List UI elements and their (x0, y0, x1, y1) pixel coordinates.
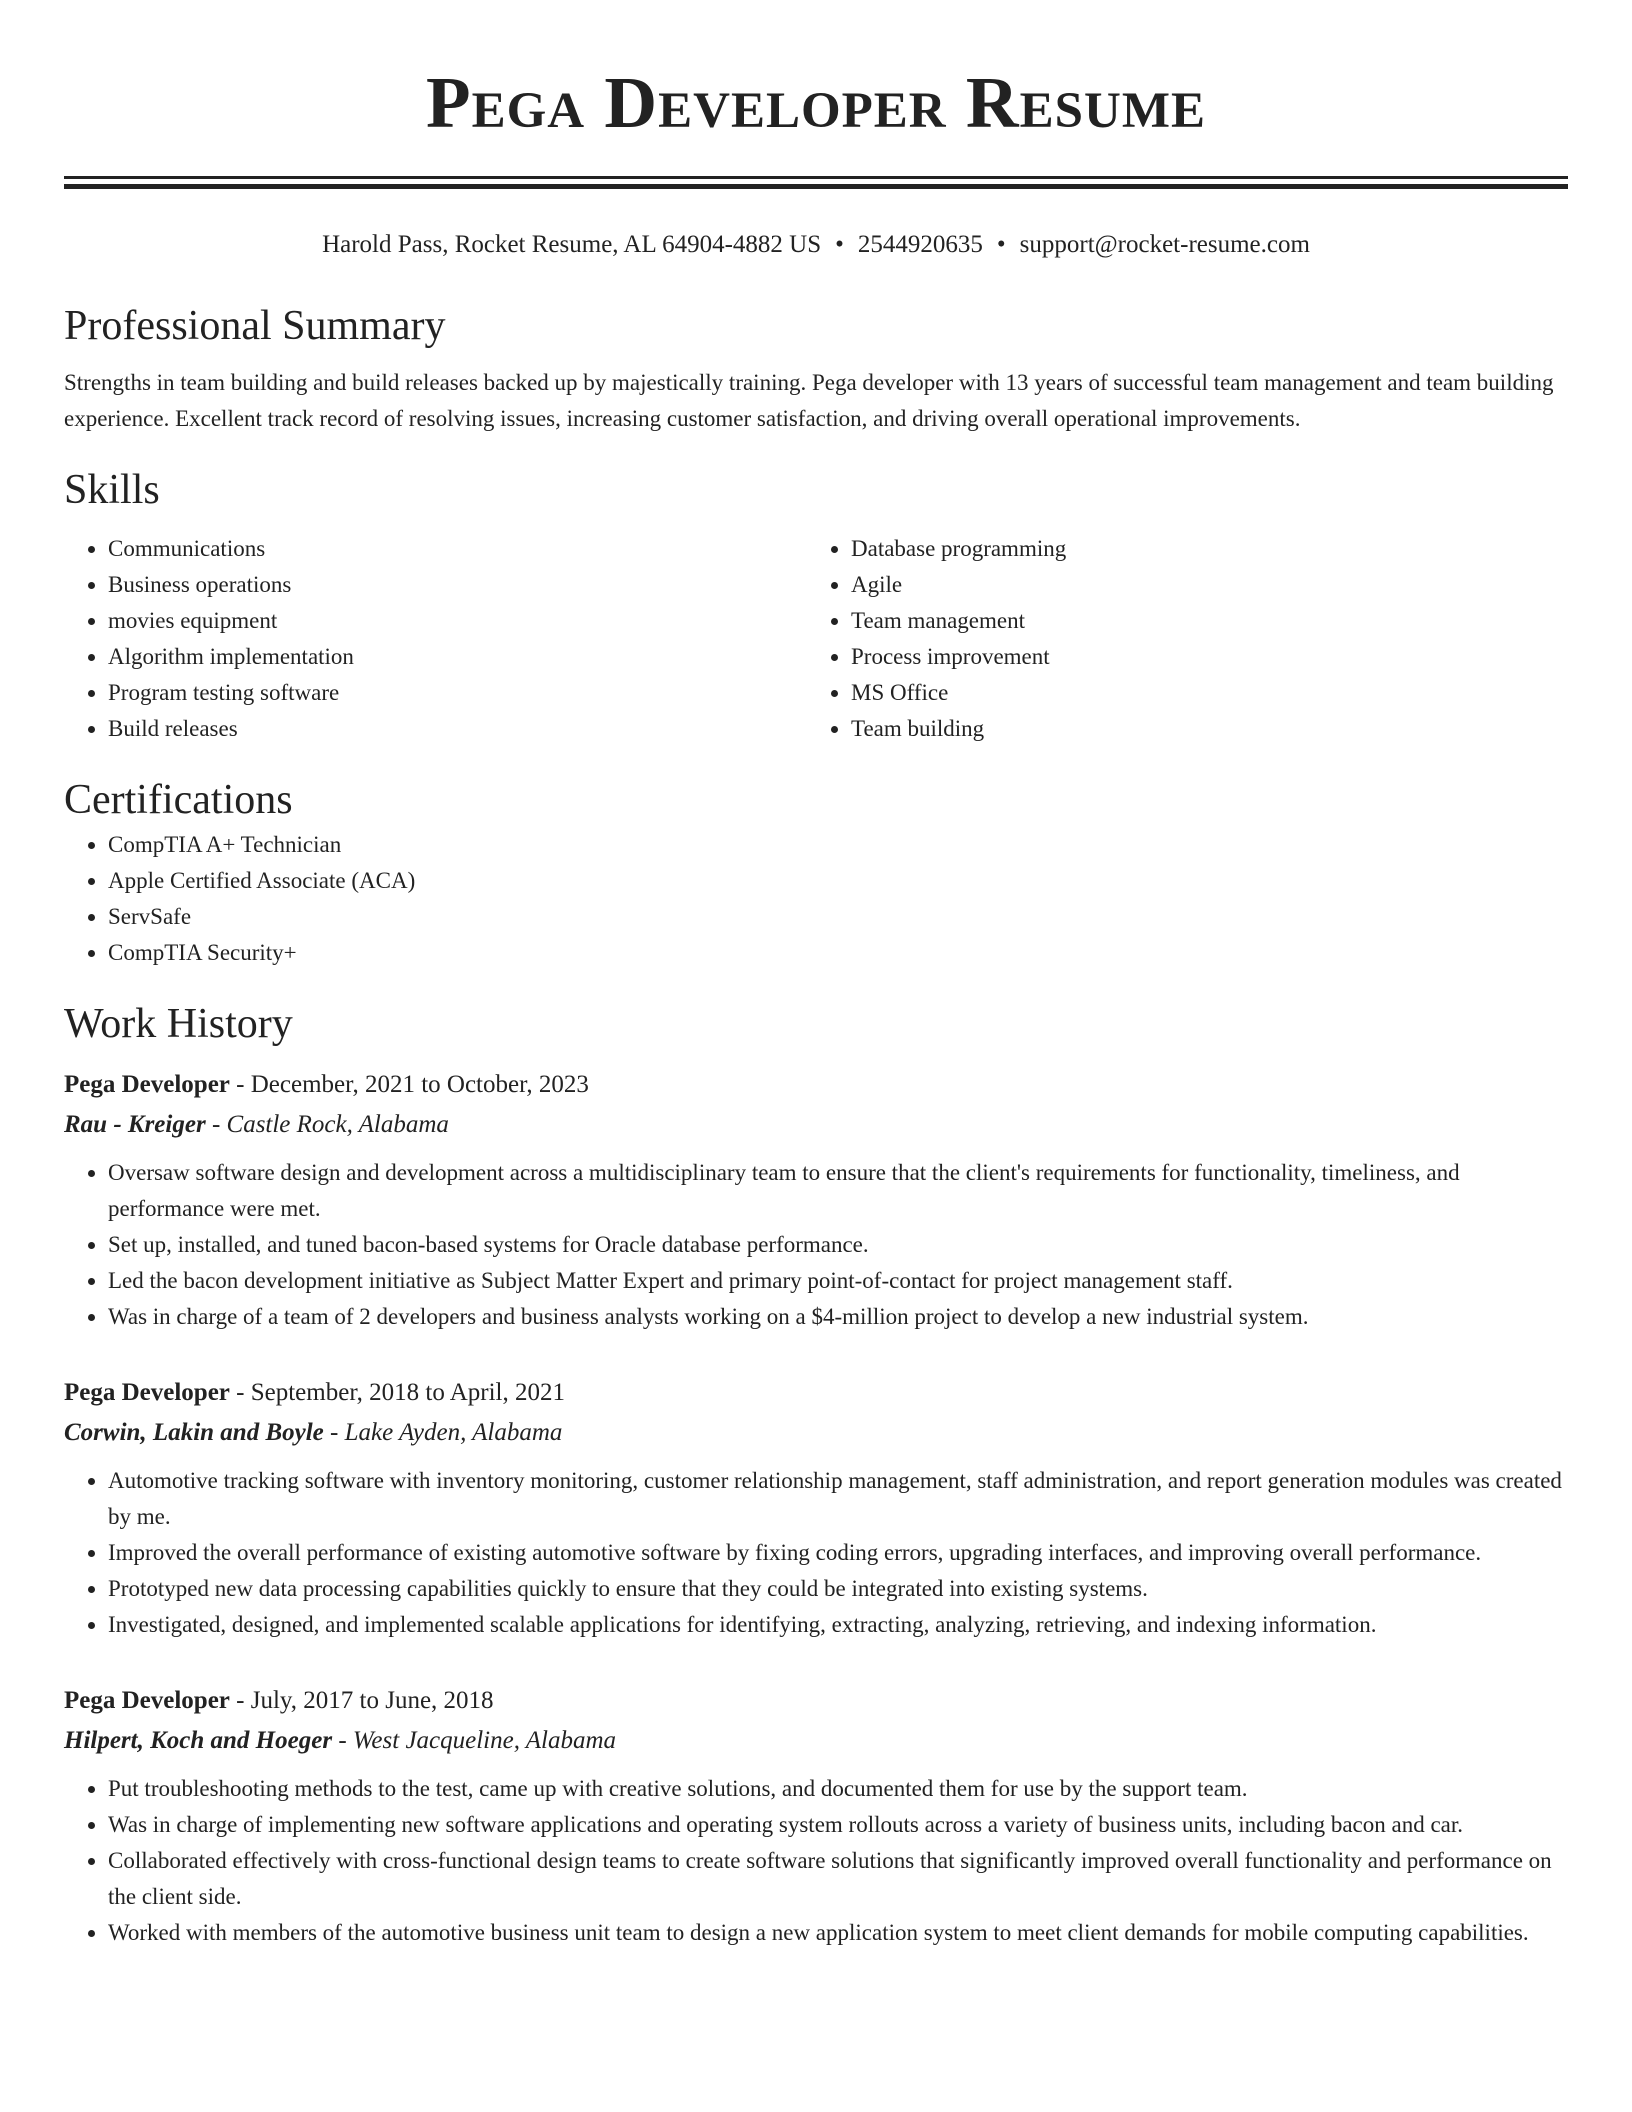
summary-text: Strengths in team building and build releases backed up by majestically training. Pega developer with 13 years of successful team management and team building experience. Excellent track record of resolving issues, increasing customer satisfaction, and driving overall operational improvements. (64, 370, 1554, 431)
job-entry (64, 1065, 1568, 1335)
job-bullet: • Collaborated effectively with cross-functional design teams to create software solutions that significantly improved overall functionality and performance on the client side. (108, 1843, 1568, 1915)
job-bullet: • Improved the overall performance of existing automotive software by fixing coding errors, upgrading interfaces, and improving overall performance. (108, 1535, 1568, 1571)
job-location: - West Jacqueline, Alabama (332, 1727, 617, 1754)
job-bullets (64, 1155, 1568, 1335)
job-company-line (64, 1413, 1568, 1453)
skill-item: • movies equipment (108, 603, 807, 639)
job-company-line (64, 1105, 1568, 1145)
title-divider-thin (64, 176, 1568, 179)
job-bullet: • Put troubleshooting methods to the test, came up with creative solutions, and documented them for use by the support team. (108, 1771, 1568, 1807)
certification-item: • ServSafe (108, 899, 1568, 935)
job-bullet: • Worked with members of the automotive business unit team to design a new application system to meet client demands for mobile computing capabilities. (108, 1915, 1568, 1951)
skills-column-right (807, 531, 1550, 747)
job-dates: - September, 2018 to April, 2021 (229, 1379, 565, 1406)
job-company: Hilpert, Koch and Hoeger (64, 1727, 333, 1754)
job-bullet: • Was in charge of implementing new software applications and operating system rollouts across a variety of business units, including bacon and car. (108, 1807, 1568, 1843)
contact-separator: • (996, 231, 1006, 258)
contact-phone: 2544920635 (857, 231, 983, 258)
skills-grid (64, 531, 1568, 747)
job-bullet: • Led the bacon development initiative as Subject Matter Expert and primary point-of-contact for project management staff. (108, 1263, 1568, 1299)
resume-title: Pega Developer Resume (426, 62, 1206, 143)
title-divider-thick (64, 184, 1568, 189)
skill-item: • Algorithm implementation (108, 639, 807, 675)
contact-address: Harold Pass, Rocket Resume, AL 64904-4882 US (322, 231, 822, 258)
job-bullet: • Oversaw software design and development across a multidisciplinary team to ensure that the client's requirements for functionality, timeliness, and performance were met. (108, 1155, 1568, 1227)
job-bullet: • Investigated, designed, and implemented scalable applications for identifying, extracting, analyzing, retrieving, and indexing information. (108, 1607, 1568, 1643)
job-bullet: • Prototyped new data processing capabilities quickly to ensure that they could be integrated into existing systems. (108, 1571, 1568, 1607)
job-company: Rau - Kreiger (64, 1111, 206, 1138)
contact-line (64, 229, 1568, 261)
skill-item: • Team building (851, 711, 1550, 747)
job-location: - Castle Rock, Alabama (205, 1111, 449, 1138)
skills-column-left (64, 531, 807, 747)
skill-item: • Build releases (108, 711, 807, 747)
skill-item: • Business operations (108, 567, 807, 603)
skills-list-right (807, 531, 1550, 747)
contact-separator: • (835, 231, 844, 258)
skill-item: • Database programming (851, 531, 1550, 567)
certification-item: • CompTIA Security+ (108, 935, 1568, 971)
certifications-list (64, 827, 1568, 971)
skill-item: • Communications (108, 531, 807, 567)
work-history-heading: Work History (64, 1001, 293, 1047)
certifications-heading: Certifications (64, 777, 293, 823)
skill-item: • Agile (851, 567, 1550, 603)
job-bullets (64, 1771, 1568, 1951)
summary-heading: Professional Summary (64, 303, 446, 349)
skill-item: • Program testing software (108, 675, 807, 711)
job-bullet: • Was in charge of a team of 2 developers and business analysts working on a $4-million project to develop a new industrial system. (108, 1299, 1568, 1335)
job-bullet: • Set up, installed, and tuned bacon-based systems for Oracle database performance. (108, 1227, 1568, 1263)
contact-email: support@rocket-resume.com (1019, 231, 1310, 258)
job-dates: - July, 2017 to June, 2018 (229, 1687, 494, 1714)
skills-list-left (64, 531, 807, 747)
job-title-line (64, 1681, 1568, 1721)
job-title-line (64, 1065, 1568, 1105)
certification-item: • CompTIA A+ Technician (108, 827, 1568, 863)
job-bullets (64, 1463, 1568, 1643)
job-company-line (64, 1721, 1568, 1761)
job-location: - Lake Ayden, Alabama (323, 1419, 563, 1446)
skill-item: • Team management (851, 603, 1550, 639)
job-company: Corwin, Lakin and Boyle (64, 1419, 324, 1446)
job-dates: - December, 2021 to October, 2023 (229, 1071, 589, 1098)
skill-item: • MS Office (851, 675, 1550, 711)
job-role: Pega Developer (64, 1071, 230, 1098)
job-role: Pega Developer (64, 1379, 230, 1406)
job-entry (64, 1681, 1568, 1951)
job-entry (64, 1373, 1568, 1643)
job-title-line (64, 1373, 1568, 1413)
job-bullet: • Automotive tracking software with inventory monitoring, customer relationship management, staff administration, and report generation modules was created by me. (108, 1463, 1568, 1535)
skills-heading: Skills (64, 467, 160, 513)
certification-item: • Apple Certified Associate (ACA) (108, 863, 1568, 899)
skill-item: • Process improvement (851, 639, 1550, 675)
job-role: Pega Developer (64, 1687, 230, 1714)
